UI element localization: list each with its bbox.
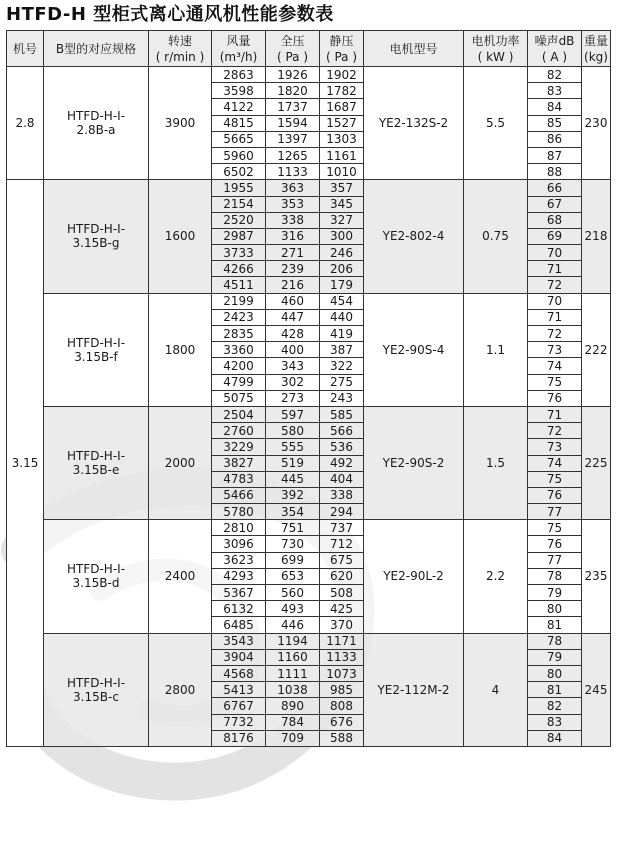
air-flow-cell: 2987 bbox=[212, 228, 266, 244]
static-pressure-cell: 675 bbox=[320, 552, 364, 568]
static-pressure-cell: 1073 bbox=[320, 665, 364, 681]
static-pressure-cell: 808 bbox=[320, 698, 364, 714]
noise-cell: 68 bbox=[528, 212, 582, 228]
motor-power-cell: 1.1 bbox=[464, 293, 528, 406]
machine-no-cell: 3.15 bbox=[7, 180, 44, 747]
air-flow-cell: 3827 bbox=[212, 455, 266, 471]
static-pressure-cell: 1527 bbox=[320, 115, 364, 131]
air-flow-cell: 2199 bbox=[212, 293, 266, 309]
speed-cell: 3900 bbox=[149, 67, 212, 180]
model-spec-line: HTFD-H-I- bbox=[66, 109, 126, 124]
noise-cell: 87 bbox=[528, 147, 582, 163]
air-flow-cell: 4511 bbox=[212, 277, 266, 293]
header-speed: 转速 ( r/min ) bbox=[149, 31, 212, 67]
weight-cell: 235 bbox=[582, 520, 611, 633]
air-flow-cell: 6485 bbox=[212, 617, 266, 633]
weight-cell: 222 bbox=[582, 293, 611, 406]
total-pressure-cell: 445 bbox=[266, 471, 320, 487]
model-spec-cell bbox=[44, 293, 149, 406]
noise-cell: 75 bbox=[528, 471, 582, 487]
air-flow-cell: 2520 bbox=[212, 212, 266, 228]
air-flow-cell: 5960 bbox=[212, 147, 266, 163]
speed-cell: 1600 bbox=[149, 180, 212, 293]
total-pressure-cell: 460 bbox=[266, 293, 320, 309]
performance-table bbox=[6, 30, 611, 747]
static-pressure-cell: 1303 bbox=[320, 131, 364, 147]
header-motor-model: 电机型号 bbox=[364, 31, 464, 67]
noise-cell: 81 bbox=[528, 617, 582, 633]
total-pressure-cell: 400 bbox=[266, 342, 320, 358]
air-flow-cell: 6767 bbox=[212, 698, 266, 714]
noise-cell: 83 bbox=[528, 83, 582, 99]
model-spec-line: HTFD-H-I- bbox=[66, 562, 126, 577]
air-flow-cell: 4799 bbox=[212, 374, 266, 390]
weight-cell: 218 bbox=[582, 180, 611, 293]
noise-cell: 85 bbox=[528, 115, 582, 131]
noise-cell: 88 bbox=[528, 164, 582, 180]
static-pressure-cell: 440 bbox=[320, 309, 364, 325]
static-pressure-cell: 1133 bbox=[320, 649, 364, 665]
table-header-row bbox=[7, 31, 611, 67]
air-flow-cell: 4200 bbox=[212, 358, 266, 374]
air-flow-cell: 7732 bbox=[212, 714, 266, 730]
model-spec-line: 2.8B-a bbox=[76, 123, 116, 138]
header-air-flow: 风量 (m³/h) bbox=[212, 31, 266, 67]
model-spec-line: 3.15B-f bbox=[74, 349, 118, 364]
air-flow-cell: 2504 bbox=[212, 406, 266, 422]
total-pressure-cell: 216 bbox=[266, 277, 320, 293]
motor-power-cell: 2.2 bbox=[464, 520, 528, 633]
header-weight: 重量 (kg) bbox=[582, 31, 611, 67]
static-pressure-cell: 419 bbox=[320, 326, 364, 342]
air-flow-cell: 2863 bbox=[212, 67, 266, 83]
total-pressure-cell: 447 bbox=[266, 309, 320, 325]
noise-cell: 74 bbox=[528, 455, 582, 471]
total-pressure-cell: 493 bbox=[266, 601, 320, 617]
total-pressure-cell: 302 bbox=[266, 374, 320, 390]
table-row bbox=[7, 520, 611, 536]
total-pressure-cell: 580 bbox=[266, 423, 320, 439]
total-pressure-cell: 1133 bbox=[266, 164, 320, 180]
static-pressure-cell: 345 bbox=[320, 196, 364, 212]
air-flow-cell: 3598 bbox=[212, 83, 266, 99]
air-flow-cell: 3733 bbox=[212, 245, 266, 261]
noise-cell: 72 bbox=[528, 277, 582, 293]
total-pressure-cell: 363 bbox=[266, 180, 320, 196]
motor-model-cell: YE2-132S-2 bbox=[364, 67, 464, 180]
noise-cell: 84 bbox=[528, 99, 582, 115]
model-spec-cell bbox=[44, 520, 149, 633]
air-flow-cell: 5413 bbox=[212, 682, 266, 698]
table-row bbox=[7, 293, 611, 309]
air-flow-cell: 3623 bbox=[212, 552, 266, 568]
table-row bbox=[7, 633, 611, 649]
model-spec-line: HTFD-H-I- bbox=[66, 675, 126, 690]
air-flow-cell: 2810 bbox=[212, 520, 266, 536]
air-flow-cell: 3096 bbox=[212, 536, 266, 552]
total-pressure-cell: 1265 bbox=[266, 147, 320, 163]
noise-cell: 66 bbox=[528, 180, 582, 196]
motor-model-cell: YE2-90L-2 bbox=[364, 520, 464, 633]
speed-cell: 2400 bbox=[149, 520, 212, 633]
total-pressure-cell: 338 bbox=[266, 212, 320, 228]
air-flow-cell: 4568 bbox=[212, 665, 266, 681]
noise-cell: 77 bbox=[528, 504, 582, 520]
machine-no-cell: 2.8 bbox=[7, 67, 44, 180]
total-pressure-cell: 751 bbox=[266, 520, 320, 536]
total-pressure-cell: 316 bbox=[266, 228, 320, 244]
air-flow-cell: 4783 bbox=[212, 471, 266, 487]
header-machine-no: 机号 bbox=[7, 31, 44, 67]
air-flow-cell: 3543 bbox=[212, 633, 266, 649]
total-pressure-cell: 1397 bbox=[266, 131, 320, 147]
air-flow-cell: 5665 bbox=[212, 131, 266, 147]
noise-cell: 78 bbox=[528, 633, 582, 649]
total-pressure-cell: 1160 bbox=[266, 649, 320, 665]
total-pressure-cell: 273 bbox=[266, 390, 320, 406]
model-spec-line: 3.15B-e bbox=[72, 463, 120, 478]
total-pressure-cell: 271 bbox=[266, 245, 320, 261]
noise-cell: 72 bbox=[528, 326, 582, 342]
air-flow-cell: 3360 bbox=[212, 342, 266, 358]
static-pressure-cell: 338 bbox=[320, 487, 364, 503]
total-pressure-cell: 730 bbox=[266, 536, 320, 552]
noise-cell: 69 bbox=[528, 228, 582, 244]
static-pressure-cell: 1010 bbox=[320, 164, 364, 180]
noise-cell: 82 bbox=[528, 67, 582, 83]
static-pressure-cell: 566 bbox=[320, 423, 364, 439]
air-flow-cell: 1955 bbox=[212, 180, 266, 196]
air-flow-cell: 4122 bbox=[212, 99, 266, 115]
static-pressure-cell: 454 bbox=[320, 293, 364, 309]
noise-cell: 75 bbox=[528, 520, 582, 536]
table-body bbox=[7, 67, 611, 747]
header-motor-power: 电机功率 ( kW ) bbox=[464, 31, 528, 67]
noise-cell: 73 bbox=[528, 439, 582, 455]
total-pressure-cell: 653 bbox=[266, 568, 320, 584]
total-pressure-cell: 1594 bbox=[266, 115, 320, 131]
total-pressure-cell: 784 bbox=[266, 714, 320, 730]
header-total-pressure: 全压 ( Pa ) bbox=[266, 31, 320, 67]
total-pressure-cell: 890 bbox=[266, 698, 320, 714]
speed-cell: 1800 bbox=[149, 293, 212, 406]
noise-cell: 77 bbox=[528, 552, 582, 568]
total-pressure-cell: 353 bbox=[266, 196, 320, 212]
speed-cell: 2800 bbox=[149, 633, 212, 746]
total-pressure-cell: 597 bbox=[266, 406, 320, 422]
header-model-spec: B型的对应规格 bbox=[44, 31, 149, 67]
model-spec-line: 3.15B-d bbox=[72, 576, 120, 591]
noise-cell: 70 bbox=[528, 245, 582, 261]
total-pressure-cell: 555 bbox=[266, 439, 320, 455]
noise-cell: 79 bbox=[528, 585, 582, 601]
air-flow-cell: 5367 bbox=[212, 585, 266, 601]
noise-cell: 81 bbox=[528, 682, 582, 698]
static-pressure-cell: 536 bbox=[320, 439, 364, 455]
static-pressure-cell: 1161 bbox=[320, 147, 364, 163]
header-noise: 噪声dB ( A ) bbox=[528, 31, 582, 67]
air-flow-cell: 6502 bbox=[212, 164, 266, 180]
static-pressure-cell: 404 bbox=[320, 471, 364, 487]
noise-cell: 73 bbox=[528, 342, 582, 358]
static-pressure-cell: 387 bbox=[320, 342, 364, 358]
air-flow-cell: 4815 bbox=[212, 115, 266, 131]
noise-cell: 71 bbox=[528, 309, 582, 325]
total-pressure-cell: 1038 bbox=[266, 682, 320, 698]
air-flow-cell: 4266 bbox=[212, 261, 266, 277]
weight-cell: 230 bbox=[582, 67, 611, 180]
noise-cell: 76 bbox=[528, 487, 582, 503]
model-spec-cell bbox=[44, 180, 149, 293]
air-flow-cell: 8176 bbox=[212, 730, 266, 746]
total-pressure-cell: 560 bbox=[266, 585, 320, 601]
air-flow-cell: 5780 bbox=[212, 504, 266, 520]
motor-model-cell: YE2-90S-2 bbox=[364, 406, 464, 519]
noise-cell: 71 bbox=[528, 261, 582, 277]
total-pressure-cell: 1926 bbox=[266, 67, 320, 83]
weight-cell: 225 bbox=[582, 406, 611, 519]
page-title: HTFD-H 型柜式离心通风机性能参数表 bbox=[6, 4, 334, 25]
noise-cell: 76 bbox=[528, 390, 582, 406]
total-pressure-cell: 343 bbox=[266, 358, 320, 374]
static-pressure-cell: 588 bbox=[320, 730, 364, 746]
motor-model-cell: YE2-90S-4 bbox=[364, 293, 464, 406]
total-pressure-cell: 699 bbox=[266, 552, 320, 568]
static-pressure-cell: 294 bbox=[320, 504, 364, 520]
total-pressure-cell: 446 bbox=[266, 617, 320, 633]
static-pressure-cell: 275 bbox=[320, 374, 364, 390]
static-pressure-cell: 243 bbox=[320, 390, 364, 406]
static-pressure-cell: 585 bbox=[320, 406, 364, 422]
air-flow-cell: 2154 bbox=[212, 196, 266, 212]
air-flow-cell: 5466 bbox=[212, 487, 266, 503]
static-pressure-cell: 985 bbox=[320, 682, 364, 698]
static-pressure-cell: 179 bbox=[320, 277, 364, 293]
noise-cell: 83 bbox=[528, 714, 582, 730]
total-pressure-cell: 392 bbox=[266, 487, 320, 503]
total-pressure-cell: 1737 bbox=[266, 99, 320, 115]
noise-cell: 75 bbox=[528, 374, 582, 390]
table-row bbox=[7, 180, 611, 196]
static-pressure-cell: 300 bbox=[320, 228, 364, 244]
static-pressure-cell: 737 bbox=[320, 520, 364, 536]
static-pressure-cell: 1782 bbox=[320, 83, 364, 99]
static-pressure-cell: 206 bbox=[320, 261, 364, 277]
air-flow-cell: 2760 bbox=[212, 423, 266, 439]
motor-power-cell: 0.75 bbox=[464, 180, 528, 293]
noise-cell: 86 bbox=[528, 131, 582, 147]
static-pressure-cell: 370 bbox=[320, 617, 364, 633]
model-spec-cell bbox=[44, 67, 149, 180]
static-pressure-cell: 1902 bbox=[320, 67, 364, 83]
static-pressure-cell: 425 bbox=[320, 601, 364, 617]
noise-cell: 67 bbox=[528, 196, 582, 212]
static-pressure-cell: 322 bbox=[320, 358, 364, 374]
air-flow-cell: 3229 bbox=[212, 439, 266, 455]
model-spec-line: HTFD-H-I- bbox=[66, 222, 126, 237]
noise-cell: 78 bbox=[528, 568, 582, 584]
air-flow-cell: 2835 bbox=[212, 326, 266, 342]
noise-cell: 70 bbox=[528, 293, 582, 309]
total-pressure-cell: 1820 bbox=[266, 83, 320, 99]
noise-cell: 80 bbox=[528, 601, 582, 617]
total-pressure-cell: 709 bbox=[266, 730, 320, 746]
static-pressure-cell: 492 bbox=[320, 455, 364, 471]
total-pressure-cell: 1194 bbox=[266, 633, 320, 649]
static-pressure-cell: 712 bbox=[320, 536, 364, 552]
noise-cell: 80 bbox=[528, 665, 582, 681]
air-flow-cell: 3904 bbox=[212, 649, 266, 665]
static-pressure-cell: 508 bbox=[320, 585, 364, 601]
static-pressure-cell: 1687 bbox=[320, 99, 364, 115]
model-spec-cell bbox=[44, 633, 149, 746]
motor-power-cell: 1.5 bbox=[464, 406, 528, 519]
speed-cell: 2000 bbox=[149, 406, 212, 519]
weight-cell: 245 bbox=[582, 633, 611, 746]
model-spec-line: HTFD-H-I- bbox=[66, 449, 126, 464]
model-spec-line: HTFD-H-I- bbox=[66, 335, 126, 350]
motor-power-cell: 4 bbox=[464, 633, 528, 746]
motor-model-cell: YE2-112M-2 bbox=[364, 633, 464, 746]
total-pressure-cell: 428 bbox=[266, 326, 320, 342]
static-pressure-cell: 1171 bbox=[320, 633, 364, 649]
motor-power-cell: 5.5 bbox=[464, 67, 528, 180]
static-pressure-cell: 620 bbox=[320, 568, 364, 584]
air-flow-cell: 6132 bbox=[212, 601, 266, 617]
noise-cell: 84 bbox=[528, 730, 582, 746]
total-pressure-cell: 1111 bbox=[266, 665, 320, 681]
air-flow-cell: 5075 bbox=[212, 390, 266, 406]
model-spec-line: 3.15B-g bbox=[72, 236, 120, 251]
noise-cell: 72 bbox=[528, 423, 582, 439]
noise-cell: 76 bbox=[528, 536, 582, 552]
air-flow-cell: 2423 bbox=[212, 309, 266, 325]
total-pressure-cell: 519 bbox=[266, 455, 320, 471]
table-row bbox=[7, 406, 611, 422]
static-pressure-cell: 246 bbox=[320, 245, 364, 261]
total-pressure-cell: 239 bbox=[266, 261, 320, 277]
noise-cell: 74 bbox=[528, 358, 582, 374]
static-pressure-cell: 676 bbox=[320, 714, 364, 730]
total-pressure-cell: 354 bbox=[266, 504, 320, 520]
static-pressure-cell: 357 bbox=[320, 180, 364, 196]
model-spec-cell bbox=[44, 406, 149, 519]
table-row bbox=[7, 67, 611, 83]
static-pressure-cell: 327 bbox=[320, 212, 364, 228]
noise-cell: 71 bbox=[528, 406, 582, 422]
model-spec-line: 3.15B-c bbox=[73, 689, 119, 704]
header-static-pressure: 静压 ( Pa ) bbox=[320, 31, 364, 67]
noise-cell: 79 bbox=[528, 649, 582, 665]
air-flow-cell: 4293 bbox=[212, 568, 266, 584]
noise-cell: 82 bbox=[528, 698, 582, 714]
motor-model-cell: YE2-802-4 bbox=[364, 180, 464, 293]
